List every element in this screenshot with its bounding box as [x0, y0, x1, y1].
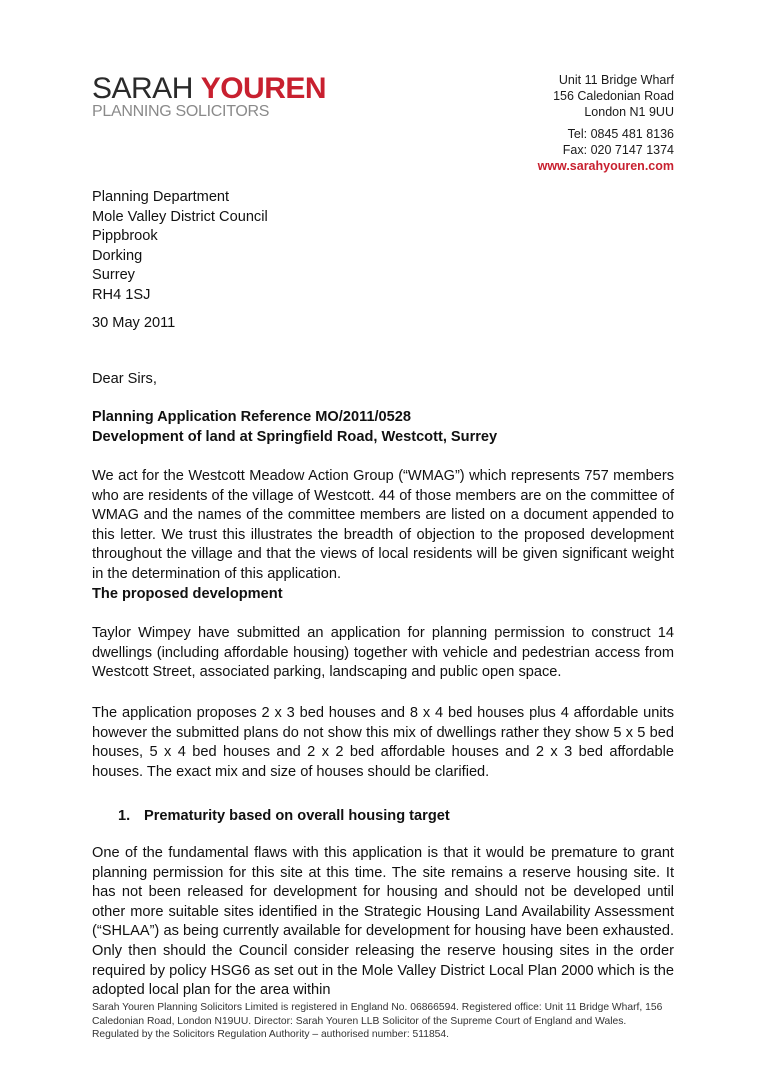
section-number: 1.	[118, 808, 131, 824]
sender-address-line: Unit 11 Bridge Wharf	[558, 73, 674, 87]
sender-website-link[interactable]: www.sarahyouren.com	[537, 159, 674, 173]
recipient-line: Planning Department	[92, 189, 230, 205]
intro-paragraph: We act for the Westcott Meadow Action Group (“WMAG”) which represents 757 members who are residents of the village of Westcott. 44 of those members are on the committee of WMAG and the names of the committee members are listed on a document appended to this letter. We trust this illustrates the breadth of objection to the proposed development throughout the village and that the views of local residents will be given significant weight in the determination of this application.	[92, 468, 674, 582]
footer-line: Sarah Youren Planning Solicitors Limited is registered in England No. 06866594. Registered office: Unit 11 Bridge Wharf, 156	[92, 1002, 663, 1013]
salutation: Dear Sirs,	[92, 371, 157, 387]
recipient-line: Mole Valley District Council	[92, 208, 268, 225]
letter-date: 30 May 2011	[92, 315, 176, 331]
section-heading-prematurity	[118, 807, 700, 827]
company-logo	[92, 74, 326, 120]
sender-address-line: London N1 9UU	[584, 105, 674, 119]
logo-wordmark	[92, 72, 327, 105]
recipient-address-block	[92, 188, 674, 306]
recipient-line: RH4 1SJ	[92, 286, 151, 303]
sender-fax: Fax: 020 7147 1374	[562, 143, 674, 157]
footer-line: Regulated by the Solicitors Regulation Authority – authorised number: 511854.	[92, 1029, 449, 1040]
footer-line: Caledonian Road, London N19UU. Director: Sarah Youren LLB Solicitor of the Supreme Court of England and Wales.	[92, 1015, 627, 1027]
section-heading-proposed-development: The proposed development	[92, 586, 283, 602]
logo-tagline: PLANNING SOLICITORS	[92, 103, 270, 120]
recipient-line: Pippbrook	[92, 228, 158, 245]
footer-legal-notice	[92, 1001, 692, 1042]
sender-address-line: 156 Caledonian Road	[553, 89, 674, 103]
proposed-development-paragraph-2: The application proposes 2 x 3 bed houses and 8 x 4 bed houses plus 4 affordable units however the submitted plans do not show this mix of dwellings rather they show 5 x 5 bed houses, 5 x 4 bed houses and 2 x 2 bed affordable houses and 2 x 3 bed affordable houses. The exact mix and size of houses should be clarified.	[92, 705, 674, 780]
recipient-line: Dorking	[92, 247, 143, 264]
sender-address-block	[538, 72, 674, 174]
logo-name-last: YOUREN	[200, 72, 327, 105]
logo-name-first: SARAH	[92, 72, 193, 105]
subject-description: Development of land at Springfield Road, Westcott, Surrey	[92, 428, 498, 445]
proposed-development-paragraph-1: Taylor Wimpey have submitted an application for planning permission to construct 14 dwellings (including affordable housing) together with vehicle and pedestrian access from Westcott Street, associated parking, landscaping and public open space.	[92, 625, 674, 681]
subject-heading	[92, 408, 674, 447]
section-title: Prematurity based on overall housing target	[144, 808, 450, 824]
recipient-line: Surrey	[92, 267, 135, 284]
prematurity-paragraph: One of the fundamental flaws with this application is that it would be premature to grant planning permission for this site at this time. The site remains a reserve housing site. It has not been released for development for housing and should not be developed until other more suitable sites identified in the Strategic Housing Land Availability Assessment (“SHLAA”) as being currently available for development for housing have been exhausted. Only then should the Council consider releasing the reserve housing sites in the order required by policy HSG6 as set out in the Mole Valley District Local Plan 2000 which is the adopted local plan for the area within	[92, 845, 674, 999]
sender-telephone: Tel: 0845 481 8136	[567, 127, 674, 141]
subject-reference: Planning Application Reference MO/2011/0528	[92, 409, 412, 425]
